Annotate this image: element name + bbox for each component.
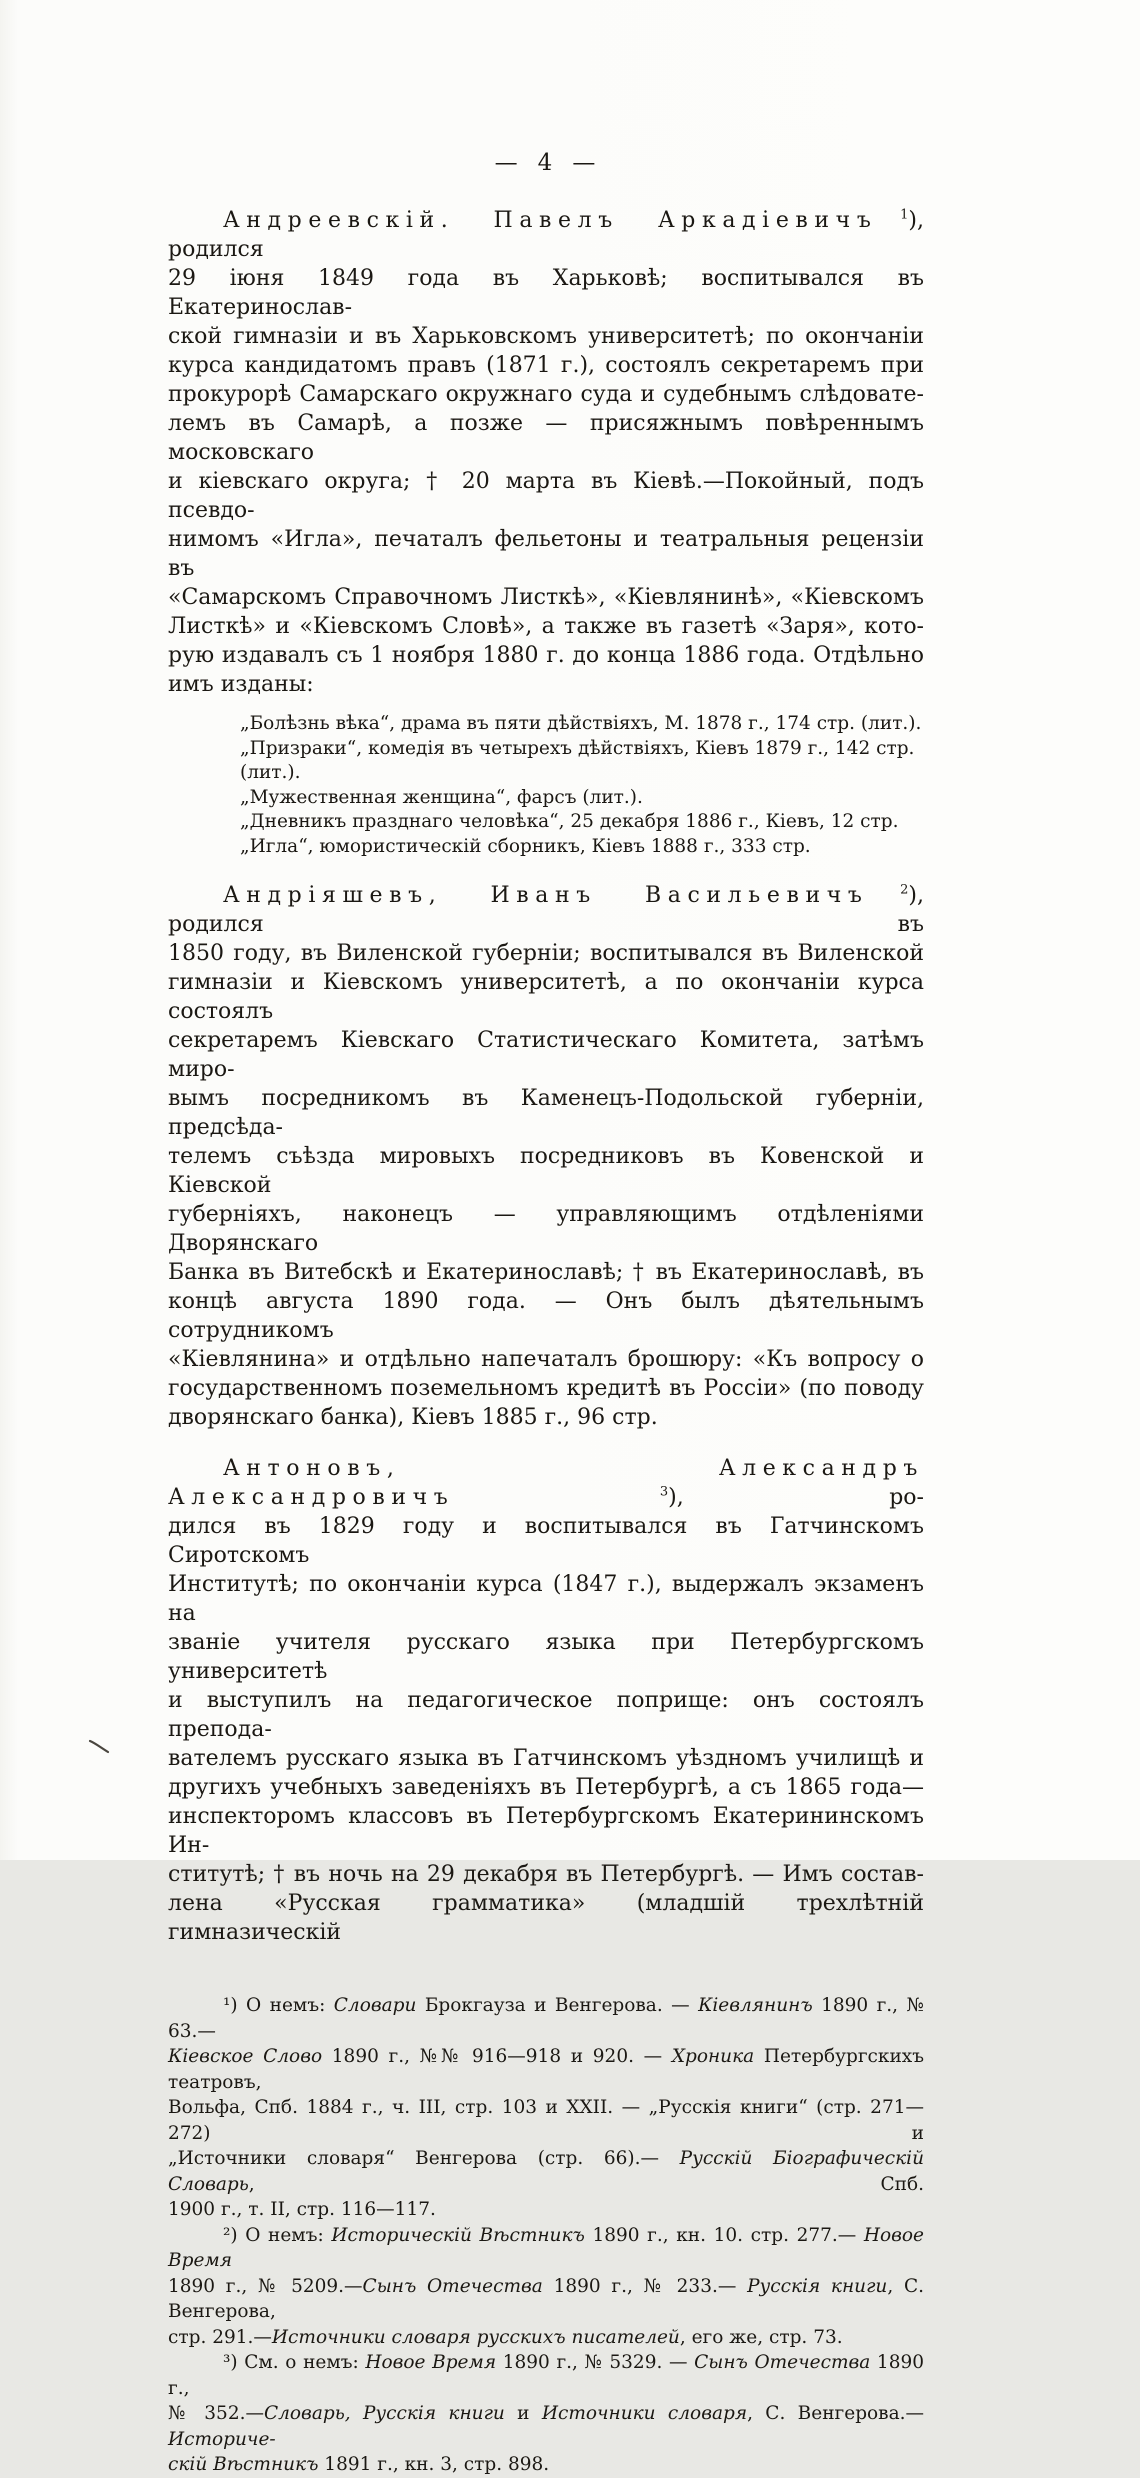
entry-first-line-rest: ), родился [168,208,924,262]
footnote-text: Петербургскихъ театровъ, [168,2046,924,2093]
entry-line: концѣ августа 1890 года. — Онъ былъ дѣятельнымъ сотрудникомъ [168,1289,924,1343]
entry-line: дворянскаго банка), Кіевъ 1885 г., 96 стр. [168,1405,658,1430]
entry-line: государственномъ поземельномъ кредитѣ въ Россіи» (по поводу [168,1376,924,1401]
footnote-line [168,2325,924,2351]
entry-line: телемъ съѣзда мировыхъ посредниковъ въ Ковенской и Кіевской [168,1144,924,1198]
footnote-line [168,2452,924,2478]
footnote-text: ¹) О немъ: [223,1995,334,2016]
text-block [168,150,924,2478]
dictionary-entry [168,881,924,1432]
entry-first-line-rest: ), ро- [668,1485,924,1510]
footnote-text: , С. Венгерова, [168,2275,924,2322]
page-number: 4 [537,150,555,176]
entry-line: «Кіевлянина» и отдѣльно напечаталъ брошюру: «Къ вопросу о [168,1347,924,1372]
footnote-title-italic: Кіевское Слово [168,2046,323,2067]
footnote-text: 1891 г., кн. 3, стр. 898. [318,2454,550,2475]
footnote-text: Вольфа, Спб. 1884 г., ч. III, стр. 103 и XXII. — „Русскія книги“ (стр. 271—272) и [168,2097,924,2144]
entry-line: 29 іюня 1849 года въ Харьковѣ; воспитывался въ Екатеринослав- [168,266,924,320]
footnote-title-italic: Новое Время [168,2224,924,2271]
work-item: „Дневникъ празднаго человѣка“, 25 декабря 1886 г., Кіевъ, 12 стр. [240,811,899,832]
entry-line: и выступилъ на педагогическое поприще: онъ состоялъ препода- [168,1688,924,1742]
footnote-title-italic: Источники словаря [541,2403,748,2424]
entry-line: «Самарскомъ Справочномъ Листкѣ», «Кіевлянинѣ», «Кіевскомъ [168,585,924,610]
entry-line: инспекторомъ классовъ въ Петербургскомъ Екатерининскомъ Ин- [168,1804,924,1858]
entry-line: прокурорѣ Самарскаго окружнаго суда и судебнымъ слѣдовате- [168,382,924,407]
footnote-text: 1890 г., [168,2352,925,2399]
footnote-title-italic: Словарь, Русскія книги [263,2403,505,2424]
entry-line: курса кандидатомъ правъ (1871 г.), состоялъ секретаремъ при [168,353,924,378]
footnote-title-italic: скій Вѣстникъ [168,2454,319,2475]
entry-first-line [168,1454,924,1512]
footnote-text: 1900 г., т. II, стр. 116—117. [168,2199,436,2220]
footnote [168,1993,924,2223]
footnote-line [168,2401,924,2452]
footnote-text: 1890 г., кн. 10. стр. 277.— [584,2224,864,2246]
footnote-text: ³) См. о немъ: [223,2352,366,2373]
footnote [168,2223,924,2351]
footnote-line [168,2044,924,2095]
footnote-text: Брокгауза и Венгерова. — [416,1995,699,2016]
footnote-ref: 1 [900,207,909,223]
ink-smudge [88,1738,112,1756]
entry-line: Банка въ Витебскѣ и Екатеринославѣ; † въ Екатеринославѣ, въ [168,1260,924,1285]
footnote-title-italic: Сынъ Отечества [362,2275,543,2297]
entry-name: Андріяшевъ, Иванъ Васильевичъ [223,883,869,908]
footnote-title-italic: Сынъ Отечества [694,2352,871,2373]
footnote-line [168,1993,924,2044]
footnote-text: и [504,2403,542,2424]
footnote-ref: 3 [659,1484,669,1500]
footnote-text: 1890 г., № 233.— [542,2275,748,2297]
entry-line: гимназіи и Кіевскомъ университетѣ, а по окончаніи курса состоялъ [168,970,924,1024]
footnote-title-italic: Хроника [671,2046,755,2067]
footnote-line [168,2274,924,2325]
entry-line: званіе учителя русскаго языка при Петербургскомъ университетѣ [168,1630,924,1684]
footnote-line [168,2223,924,2274]
entry-first-line [168,881,924,939]
footnote-title-italic: Новое Время [365,2352,497,2373]
work-item: „Игла“, юмористическій сборникъ, Кіевъ 1888 г., 333 стр. [240,835,811,857]
entry-line: дился въ 1829 году и воспитывался въ Гатчинскомъ Сиротскомъ [168,1514,924,1568]
footnote-text: стр. 291.— [168,2326,272,2348]
entry-line: Листкѣ» и «Кіевскомъ Словѣ», а также въ газетѣ «Заря», кото- [168,614,924,639]
entry-first-line [168,206,924,264]
footnote-text: 1890 г., № 5209.— [168,2275,363,2297]
entry-line: вымъ посредникомъ въ Каменецъ-Подольской губерніи, предсѣда- [168,1086,924,1140]
entry-line: вателемъ русскаго языка въ Гатчинскомъ уѣздномъ училищѣ и [168,1746,924,1771]
header-right-dash: — [572,150,598,176]
footnote-text: 1890 г., № 63.— [168,1995,924,2042]
entry-line: лемъ въ Самарѣ, а позже — присяжнымъ повѣреннымъ московскаго [168,411,924,465]
entry-line: губерніяхъ, наконецъ — управляющимъ отдѣленіями Дворянскаго [168,1202,924,1256]
footnote-title-italic: Словари [333,1995,417,2016]
works-list [168,712,924,859]
dictionary-entry [168,1454,924,1947]
entry-line: ститутѣ; † въ ночь на 29 декабря въ Петербургѣ. — Имъ состав- [168,1862,924,1887]
footnote-line [168,2095,924,2146]
footnote-text: , его же, стр. 73. [679,2326,843,2348]
footnote-title-italic: Русскій Біографическій Словарь [168,2148,925,2195]
footnote-ref: 2 [900,882,909,898]
entry-line: Институтѣ; по окончаніи курса (1847 г.), выдержалъ экзаменъ на [168,1572,924,1626]
entry-line: нимомъ «Игла», печаталъ фельетоны и театральныя рецензіи въ [168,527,924,581]
entry-line: рую издавалъ съ 1 ноября 1880 г. до конца 1886 года. Отдѣльно [168,643,924,668]
footnote-text: 1890 г., № 5329. — [496,2352,695,2373]
header-left-dash: — [494,150,520,176]
page-header [168,150,924,176]
entry-name: Антоновъ, Александръ Александровичъ [168,1456,924,1510]
footnote-title-italic: Историче- [168,2428,276,2450]
footnote-text: „Источники словаря“ Венгерова (стр. 66).— [168,2148,680,2169]
entry-line: имъ изданы: [168,672,314,697]
entry-line: другихъ учебныхъ заведеніяхъ въ Петербургѣ, а съ 1865 года— [168,1775,924,1800]
work-item: „Мужественная женщина“, фарсъ (лит.). [240,786,643,808]
footnote-title-italic: Историческій Вѣстникъ [331,2224,585,2246]
footnote-line [168,2197,924,2223]
dictionary-entry [168,206,924,859]
footnote-title-italic: Русскія книги [747,2275,888,2297]
footnote-text: , Спб. [248,2173,924,2195]
footnote-text: , С. Венгерова.— [747,2403,924,2424]
footnotes [168,1993,924,2478]
work-item: „Призраки“, комедія въ четырехъ дѣйствіяхъ, Кіевъ 1879 г., 142 стр. (лит.). [240,737,915,783]
footnote-line [168,2350,924,2401]
footnote-text: 1890 г., №№ 916—918 и 920. — [322,2046,672,2067]
entry-first-line-rest: ), родился въ [168,883,924,937]
entry-line: 1850 году, въ Виленской губерніи; воспитывался въ Виленской [168,941,924,966]
body-text [168,206,924,1947]
footnote-title-italic: Кіевлянинъ [698,1995,813,2016]
entry-line: секретаремъ Кіевскаго Статистическаго Комитета, затѣмъ миро- [168,1028,924,1082]
footnote-line [168,2146,924,2197]
footnote [168,2350,924,2478]
entry-line: лена «Русская грамматика» (младшій трехлѣтній гимназическій [168,1891,924,1945]
footnote-text: ²) О немъ: [223,2224,332,2246]
work-item: „Болѣзнь вѣка“, драма въ пяти дѣйствіяхъ, М. 1878 г., 174 стр. (лит.). [240,713,922,734]
entry-line: и кіевскаго округа; † 20 марта въ Кіевѣ.—Покойный, подъ псевдо- [168,469,924,523]
entry-name: Андреевскій. Павелъ Аркадіевичъ [223,208,878,233]
entry-line: ской гимназіи и въ Харьковскомъ университетѣ; по окончаніи [168,324,924,349]
footnote-text: № 352.— [168,2403,264,2424]
footnote-title-italic: Источники словаря русскихъ писателей [271,2326,680,2348]
